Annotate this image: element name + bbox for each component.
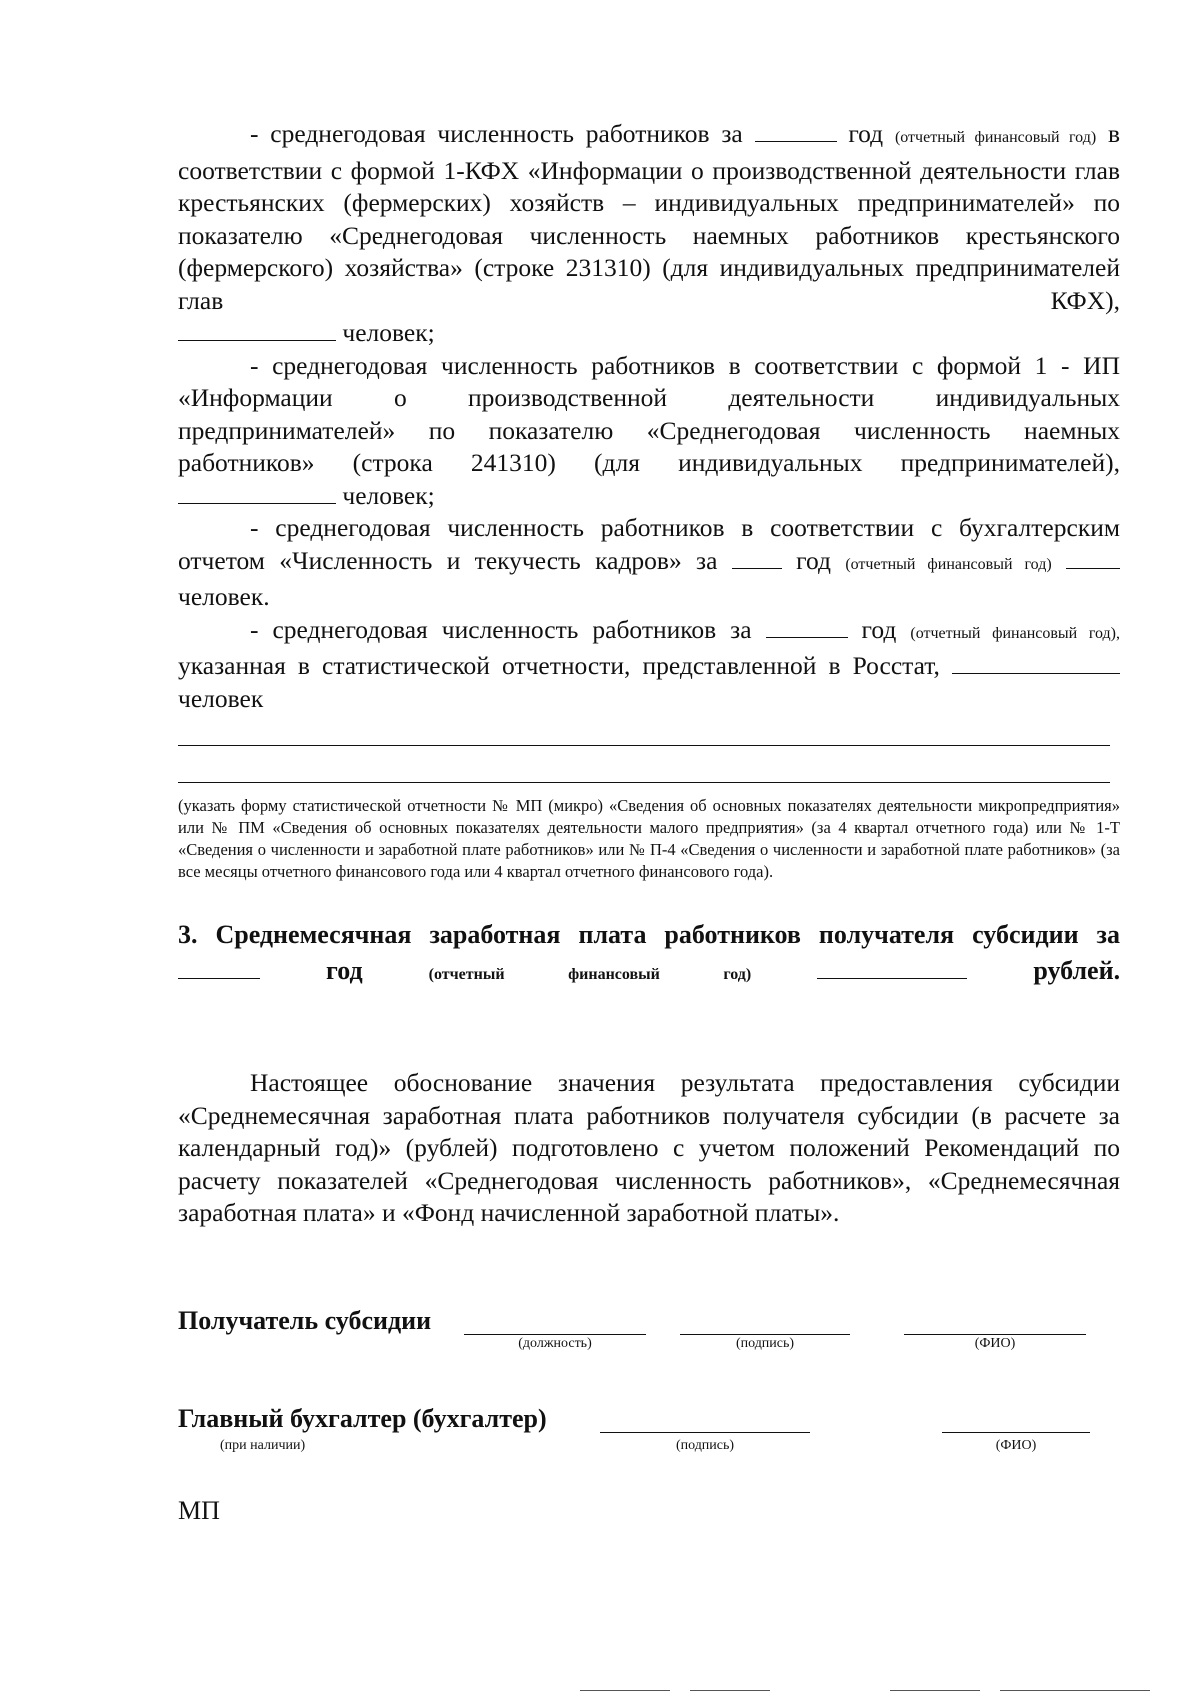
text: год (861, 614, 897, 644)
count-blank (952, 672, 1120, 674)
form-fill-line (178, 782, 1110, 783)
position-caption: (должность) (518, 1335, 592, 1351)
text: - среднегодовая численность работников за (250, 119, 743, 148)
stamp-place: МП (178, 1496, 220, 1525)
section-title: 3. Среднемесячная заработная плата работников получателя субсидии за (178, 920, 1120, 949)
paragraph-kfh (178, 118, 1120, 317)
signature-section (178, 1306, 1120, 1464)
name-line (904, 1334, 1086, 1335)
text: рублей. (1033, 956, 1121, 985)
text: год (796, 545, 831, 575)
text: год (848, 119, 884, 148)
paragraph-ip (178, 350, 1120, 480)
text: год (326, 956, 363, 985)
text: человек (178, 683, 264, 713)
recipient-label: Получатель субсидии (178, 1305, 432, 1335)
count-blank (1066, 567, 1120, 569)
paragraph-accounting (178, 512, 1120, 614)
footnote: (указать форму статистической отчетности № МП (микро) «Сведения об основных показателях деятельности микропредприятия» или № ПМ «Сведения об основных показателях деятельности малого предприятия» (за 4 квартал отчетного года) или № 1-Т «Сведения о численности и заработной плате работников» или № П-4 «Сведения о численности и заработной плате работников» (за все месяцы отчетного финансового года или 4 квартал отчетного финансового года). (178, 796, 1120, 881)
paragraph-rosstat (178, 614, 1120, 716)
name-caption: (ФИО) (974, 1335, 1016, 1351)
signature-caption: (подпись) (675, 1437, 735, 1453)
text: указанная в статистической отчетности, представленной в Росстат, (178, 651, 940, 680)
note-small: (отчетный финансовый год) (845, 555, 1052, 573)
year-blank (178, 977, 260, 979)
paragraph-kfh-tail (178, 317, 1120, 350)
paragraph-ip-tail (178, 480, 1120, 513)
signature-caption: (подпись) (735, 1335, 795, 1351)
justification-block (178, 1067, 1120, 1230)
accountant-note: (при наличии) (220, 1437, 306, 1453)
signature-line (680, 1334, 850, 1335)
text: человек; (342, 480, 435, 510)
year-blank (766, 636, 848, 638)
form-fill-line (178, 745, 1110, 746)
signature-row-accountant (178, 1404, 1120, 1464)
count-blank (178, 339, 336, 341)
accountant-label: Главный бухгалтер (бухгалтер) (178, 1403, 547, 1433)
text: человек. (178, 582, 270, 611)
text: - среднегодовая численность работников в соответствии с бухгалтерским отчетом «Численность и текучесть кадров» за (178, 513, 1120, 575)
note-small: (отчетный финансовый год) (428, 966, 752, 983)
year-blank (732, 567, 782, 569)
note-small: (отчетный финансовый год), (910, 624, 1121, 642)
note-small: (отчетный финансовый год) (894, 129, 1097, 146)
justification-paragraph: Настоящее обоснование значения результата предоставления субсидии «Среднемесячная заработная плата работников получателя субсидии (в расчете за календарный год)» (рублей) подготовлено с учетом положений Рекомендаций по расчету показателей «Среднегодовая численность работников», «Среднемесячная заработная плата» и «Фонд начисленной заработной платы». (178, 1068, 1120, 1227)
text: человек; (342, 318, 435, 347)
signature-row-recipient (178, 1306, 1120, 1366)
text: - среднегодовая численность работников в соответствии с формой 1 - ИП «Информации о производственной деятельности индивидуальных предпринимателей» по показателю «Среднегодовая численность наемных работников» (строка 241310) (для индивидуальных предпринимателей), (178, 350, 1120, 477)
text: - среднегодовая численность работников за (250, 614, 752, 644)
count-blank (178, 502, 336, 504)
name-line (942, 1432, 1090, 1433)
scan-artifact-lines (560, 1690, 1200, 1696)
document-body (178, 118, 1120, 1464)
section-3-heading (178, 917, 1120, 993)
year-blank (755, 140, 837, 142)
text: в соответствии с формой 1-КФХ «Информации о производственной деятельности глав крестьянских (фермерских) хозяйств – индивидуальных предпринимателей» по показателю «Среднегодовая численность наемных работников крестьянского (фермерского) хозяйства» (строке 231310) (для индивидуальных предпринимателей глав КФХ), (178, 119, 1121, 315)
signature-line (600, 1432, 810, 1433)
name-caption: (ФИО) (995, 1437, 1037, 1453)
position-line (464, 1334, 646, 1335)
amount-blank (817, 977, 967, 979)
